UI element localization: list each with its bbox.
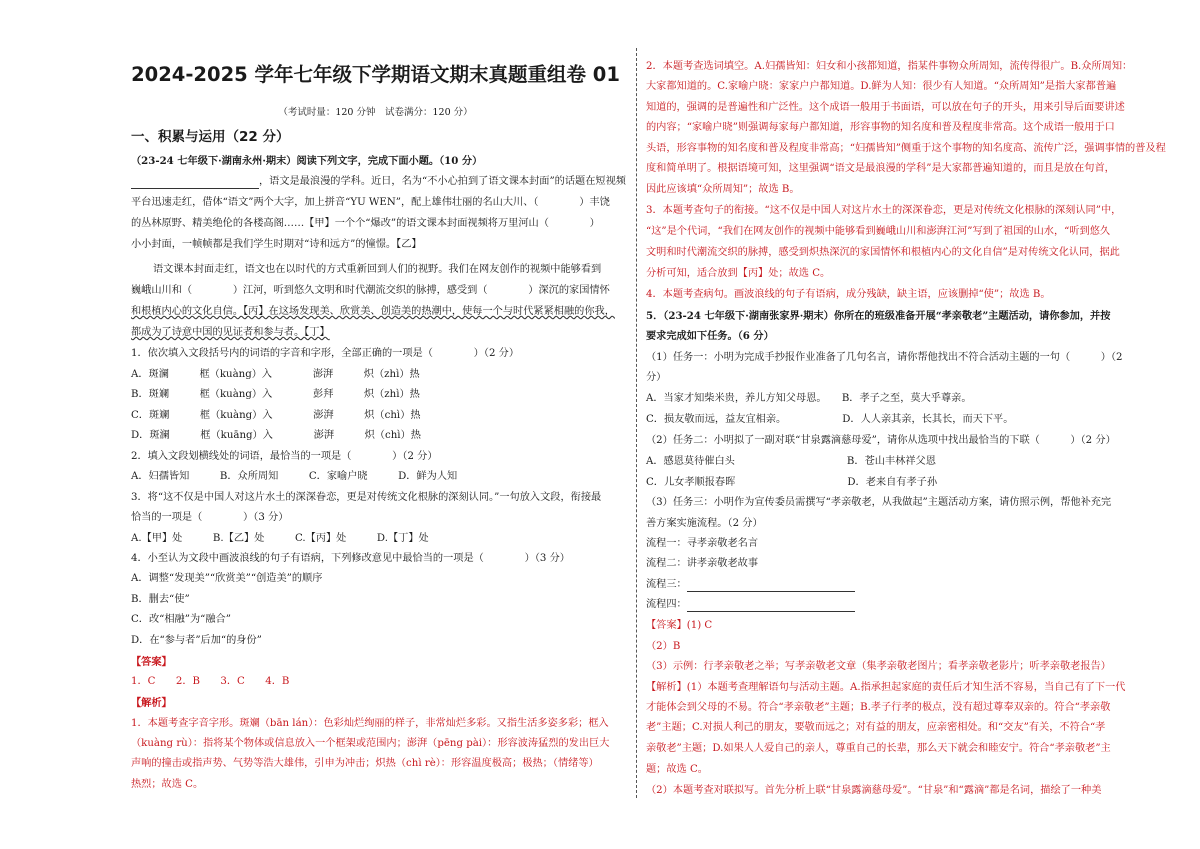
text-line: 的丛林原野、精美绝伦的各楼高阁……【甲】一个个“爆改”的语文课本封面视频将万里河山（ ） (131, 218, 600, 229)
fill-blank (687, 600, 855, 612)
fill-blank (131, 177, 259, 189)
section-heading: 一、积累与运用（22 分） (131, 129, 290, 145)
text-line: C．斑斓 框（kuàng）入 澎湃 炽（chì）热 (131, 410, 421, 421)
text-line: A．妇孺皆知 B．众所周知 C．家喻户晓 D．鲜为人知 (131, 471, 458, 482)
text-line: 1．依次填入文段括号内的词语的字音和字形，全部正确的一项是（ ）（2 分） (131, 348, 520, 359)
text-line: （1）任务一：小明为完成手抄报作业准备了几句名言，请你帮他找出不符合活动主题的一句（ ）（2 (646, 352, 1123, 363)
column-divider (636, 48, 637, 798)
fill-blank (687, 580, 855, 592)
text-line: C．损友敬而远，益友宜相亲。 D．人人亲其亲，长其长，而天下平。 (646, 414, 1014, 425)
text-line: 4．本题考查病句。画波浪线的句子有语病，成分残缺，缺主语，应该删掉“使”；故选 B。 (646, 289, 1051, 300)
text-line: 平台迅速走红，借体“语文”两个大字，加上拼音“YU WEN”，配上雄伟壮丽的名山大川、（ ）丰饶 (131, 197, 610, 208)
text-line: 热烈；故选 C。 (131, 779, 204, 790)
text-line: 【解析】 (131, 697, 172, 709)
text-line: 恰当的一项是（ ）（3 分） (131, 512, 289, 523)
text-line: 4．小至认为文段中画波浪线的句子有语病，下列修改意见中最恰当的一项是（ ）（3 分） (131, 553, 570, 564)
text-line: 才能体会到父母的不易。符合“孝亲敬老”主题；B.孝子行孝的极点，没有超过尊奉双亲的。符合“孝亲敬 (646, 702, 1111, 713)
text-line: A．斑澜 框（kuàng）入 澎湃 炽（zhì）热 (131, 369, 420, 380)
text-line: 1．C 2．B 3．C 4．B (131, 676, 290, 687)
text-line: 度和简单明了。根据语境可知，这里强调“语文是最浪漫的学科”是大家都普遍知道的，而且是放在句首， (646, 163, 1115, 174)
text-line: 要求完成如下任务。（6 分） (646, 330, 774, 342)
text-line: “这”是个代词，“我们在网友创作的视频中能够看到巍峨山川和澎湃江河”写到了祖国的山水，“听到悠久 (646, 226, 1111, 237)
text-line: （23-24 七年级下·湖南永州·期末）阅读下列文字，完成下面小题。（10 分） (131, 155, 483, 167)
text-line: 3．本题考查句子的衔接。“这不仅是中国人对这片水土的深深眷恋，更是对传统文化根脉的深刻认同”中， (646, 205, 1122, 216)
text-line: 分） (646, 372, 667, 383)
text-line: 善方案实施流程。（2 分） (646, 518, 763, 529)
text-line: （3）任务三：小明作为宣传委员需撰写“孝亲敬老，从我做起”主题活动方案，请仿照示例，帮他补充完 (646, 497, 1112, 508)
text-line: B．斑斓 框（kuàng）入 彭拜 炽（zhì）热 (131, 389, 420, 400)
text-line: D．在“参与者”后加“的身份” (131, 635, 262, 646)
text-line: 流程二：讲孝亲敬老故事 (646, 558, 759, 569)
text-line: （2）B (646, 641, 681, 652)
text-line: 流程三： (646, 578, 855, 592)
text-line: 【解析】(1）本题考查理解语句与活动主题。A.指承担起家庭的责任后才知生活不容易，当自己有了下一代 (646, 682, 1126, 693)
text-line: 2．填入文段划横线处的词语，最恰当的一项是（ ）（2 分） (131, 451, 438, 462)
text-line: 因此应该填“众所周知”；故选 B。 (646, 184, 800, 195)
text-line: 亲敬老”主题；D.如果人人爱自己的亲人，尊重自己的长辈，那么天下就会和睦安宁。符合“孝亲敬老”主 (646, 743, 1111, 754)
text-line: （3）示例：行孝亲敬老之举；写孝亲敬老文章（集孝亲敬老图片；看孝亲敬老影片；听孝亲敬老报告） (646, 661, 1111, 672)
text-line: 【答案】(1) C (646, 620, 713, 631)
text-line: （2）任务二：小明拟了一副对联“甘泉露滴慈母爱”，请你从选项中找出最恰当的下联（ ）（2 分） (646, 435, 1116, 446)
text-line: 声响的撞击或指声势、气势等浩大雄伟，引申为冲击；炽热（chì rè）：形容温度极高；极热；（情绪等） (131, 758, 599, 769)
text-line: 【答案】 (131, 656, 172, 668)
text-line: B．删去“使” (131, 594, 190, 605)
text-line: 头语，形容事物的知名度和普及程度非常高；“妇孺皆知”侧重于这个事物的知名度高、流传广泛，强调事情的普及程 (646, 143, 1166, 154)
text-line: 文明和时代潮流交织的脉搏，感受到炽热深沉的家国情怀和根植内心的文化自信”是对传统文化认同，据此 (646, 247, 1120, 258)
text-line: 1．本题考查字音字形。斑斓（bān lán）：色彩灿烂绚丽的样子，非常灿烂多彩。又指生活多姿多彩；框入 (131, 718, 609, 729)
text-line: 和根植内心的文化自信。【丙】在这场发现美、欣赏美、创造美的热潮中，使每一个与时代紧紧相融的你我， (131, 306, 615, 317)
text-line: A．当家才知柴米贵，养儿方知父母恩。 B．孝子之至，莫大乎尊亲。 (646, 393, 972, 404)
text-line: 巍峨山川和（ ）江河，听到悠久文明和时代潮流交织的脉搏，感受到（ ）深沉的家国情怀 (131, 285, 610, 296)
text-line: C．改“相融”为“融合” (131, 614, 231, 625)
text-line: A．调整“发现美”“欣赏美”“创造美”的顺序 (131, 573, 323, 584)
text-line: A．感恩莫待催白头 B．苍山丰林祥父恩 (646, 456, 936, 467)
text-line: 流程一：寻孝亲敬老名言 (646, 538, 759, 549)
text-line: （2）本题考查对联拟写。首先分析上联“甘泉露滴慈母爱”。“甘泉”和“露滴”都是名词，描绘了一种美 (646, 785, 1102, 796)
text-line: 老”主题；C.对损人利己的朋友，要敬而远之；对有益的朋友，应亲密相处。和“交友”有关，不符合“孝 (646, 722, 1106, 733)
text-line: 语文课本封面走红，语文也在以时代的方式重新回到人们的视野。我们在网友创作的视频中能够看到 (153, 264, 602, 275)
exam-info: （考试时量：120 分钟 试卷满分：120 分） (278, 107, 473, 118)
text-line: 小小封面，一帧帧都是我们学生时期对“诗和远方”的憧憬。【乙】 (131, 239, 422, 250)
text-line: C．儿女孝顺报春晖 D．老来自有孝子孙 (646, 477, 938, 488)
page-title: 2024-2025 学年七年级下学期语文期末真题重组卷 01 (131, 63, 620, 86)
text-line: 2．本题考查选词填空。A.妇孺皆知：妇女和小孩都知道，指某件事物众所周知，流传得很广。B.众所周知： (646, 61, 1133, 72)
text-line: D．斑澜 框（kuāng）入 澎湃 炽（chì）热 (131, 430, 421, 441)
text-line: 大家都知道的。C.家喻户晓：家家户户都知道。D.鲜为人知：很少有人知道。“众所周知”是指大家都普遍 (646, 81, 1117, 92)
text-line: 分析可知，适合放到【丙】处；故选 C。 (646, 268, 831, 279)
text-line: 3．将“这不仅是中国人对这片水土的深深眷恋，更是对传统文化根脉的深刻认同。”一句放入文段，衔接最 (131, 492, 602, 503)
text-line: ，语文是最浪漫的学科。近日，名为“不小心拍到了语文课本封面”的话题在短视频 (131, 175, 626, 189)
text-line: （kuàng rù）：指将某个物体或信息放入一个框架或范围内；澎湃（pēng pài）：形容波涛猛烈的发出巨大 (131, 738, 610, 749)
text-line: 题；故选 C。 (646, 764, 708, 775)
text-line: A.【甲】处 B.【乙】处 C.【丙】处 D.【丁】处 (131, 533, 429, 544)
text-line: 5．（23-24 七年级下·湖南张家界·期末）你所在的班级准备开展“孝亲敬老”主题活动，请你参加，并按 (646, 310, 1111, 322)
text-line: 流程四： (646, 598, 855, 612)
text-line: 的内容；“家喻户晓”则强调每家每户都知道，形容事物的知名度和普及程度非常高。这个成语一般用于口 (646, 122, 1115, 133)
text-line: 知道的，强调的是普遍性和广泛性。这个成语一般用于书面语，可以放在句子的开头，用来引导后面要讲述 (646, 102, 1125, 113)
text-line: 都成为了诗意中国的见证者和参与者。【丁】 (131, 327, 330, 338)
